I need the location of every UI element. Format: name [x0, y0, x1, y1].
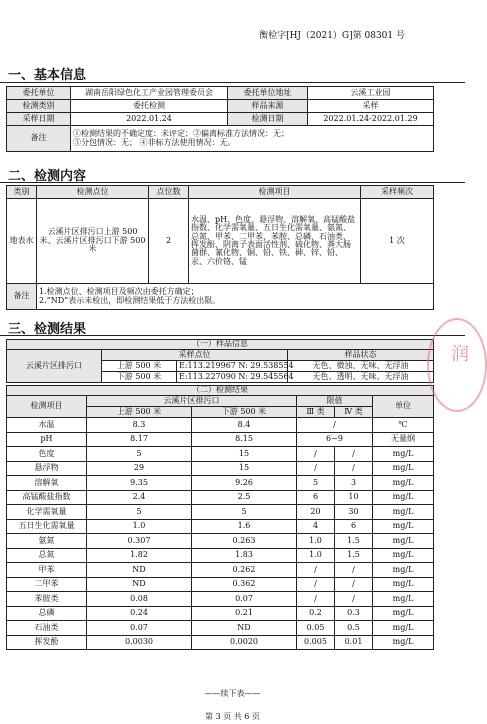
result-item: 石油类 — [7, 621, 87, 636]
content-header-points: 检测点位 — [37, 186, 149, 199]
sampling-date-label: 采样日期 — [7, 113, 71, 126]
result-row — [7, 418, 434, 433]
section-rule — [0, 335, 465, 336]
result-upstream: 8.3 — [87, 418, 192, 433]
content-header-frequency: 采样频次 — [361, 186, 434, 199]
basic-info-table — [6, 86, 434, 152]
test-content-table — [6, 185, 434, 310]
result-unit: mg/L — [373, 447, 434, 462]
result-item: pH — [7, 432, 87, 447]
result-downstream: 5 — [192, 505, 297, 520]
result-downstream: 1.6 — [192, 519, 297, 534]
result-limit-iv: 1.5 — [335, 548, 373, 563]
result-item: 悬浮物 — [7, 461, 87, 476]
result-limit-iv: 0.01 — [335, 635, 373, 650]
result-limit-iv: 30 — [335, 505, 373, 520]
result-limit-iv: / — [335, 447, 373, 462]
result-limit-iii: / — [297, 563, 335, 578]
content-points: 云溪片区排污口上游 500 米、云溪片区排污口下游 500 米 — [37, 199, 149, 284]
result-row — [7, 505, 434, 520]
result-limit-iii: 5 — [297, 476, 335, 491]
result-unit: ℃ — [373, 418, 434, 433]
result-row — [7, 461, 434, 476]
section-title-content: 二、检测内容 — [8, 169, 87, 184]
content-items: 水温、pH、色度、悬浮物、溶解氧、高锰酸盐指数、化学需氧量、五日生化需氧量、氨氮、总氮、甲苯、二甲苯、苯胺、总磷、石油类、挥发酚、阴离子表面活性剂、硫化物、粪大肠菌群、氰化物、铜、铅、铁、砷、锌、铅、汞、六价铬、锰 — [189, 199, 361, 284]
result-item: 水温 — [7, 418, 87, 433]
test-type-label: 检测类别 — [7, 100, 71, 113]
sample-header-state: 样品状态 — [288, 350, 434, 361]
sampling-date-value: 2022.01.24 — [71, 113, 228, 126]
seal-character: 润 — [451, 344, 469, 365]
result-unit: mg/L — [373, 635, 434, 650]
sample-site: 云溪片区排污口 — [7, 350, 102, 383]
sample-position: 下游 500 米 — [102, 372, 177, 383]
document-number: 衡检字[HJ（2021）G]第 08301 号 — [259, 31, 405, 41]
result-row — [7, 534, 434, 549]
results-table — [6, 385, 434, 650]
result-row — [7, 592, 434, 607]
result-downstream: 15 — [192, 447, 297, 462]
result-limit-iv: 0.5 — [335, 621, 373, 636]
result-unit: mg/L — [373, 548, 434, 563]
content-frequency: 1 次 — [361, 199, 434, 284]
result-limit-iv: 10 — [335, 490, 373, 505]
result-downstream: 1.83 — [192, 548, 297, 563]
result-limit-iv: / — [335, 461, 373, 476]
result-row — [7, 606, 434, 621]
result-unit: mg/L — [373, 592, 434, 607]
result-downstream: 0.07 — [192, 592, 297, 607]
client-value: 湖南岳阳绿色化工产业园管理委员会 — [71, 87, 228, 100]
result-item: 溶解氧 — [7, 476, 87, 491]
content-remark-line2: 2.“ND”表示未检出，即检测结果低于方法检出限。 — [39, 295, 221, 305]
content-remark — [37, 284, 434, 310]
result-upstream: ND — [87, 577, 192, 592]
result-upstream: 0.307 — [87, 534, 192, 549]
result-item: 总磷 — [7, 606, 87, 621]
results-header-item: 检测项目 — [7, 396, 87, 418]
result-upstream: 0.08 — [87, 592, 192, 607]
results-caption: （二）检测结果 — [7, 386, 434, 396]
result-unit: mg/L — [373, 519, 434, 534]
results-header-class-iv: Ⅳ 类 — [335, 407, 373, 418]
content-header-count: 点位数 — [149, 186, 189, 199]
result-unit: mg/L — [373, 476, 434, 491]
result-downstream: 0.262 — [192, 563, 297, 578]
result-limit: 6~9 — [297, 432, 373, 447]
result-limit: / — [297, 418, 373, 433]
result-limit-iv: 0.3 — [335, 606, 373, 621]
content-header-category: 类别 — [7, 186, 37, 199]
sample-coordinate: E:113.219967 N: 29.538554 — [177, 361, 288, 372]
sample-source-value: 采样 — [308, 100, 434, 113]
result-unit: mg/L — [373, 621, 434, 636]
result-upstream: 2.4 — [87, 490, 192, 505]
result-item: 氨氮 — [7, 534, 87, 549]
result-limit-iv: 3 — [335, 476, 373, 491]
content-category: 地表水 — [7, 199, 37, 284]
result-limit-iii: 6 — [297, 490, 335, 505]
content-remark-label: 备注 — [7, 284, 37, 310]
result-downstream: 15 — [192, 461, 297, 476]
result-limit-iii: 0.05 — [297, 621, 335, 636]
basic-remark — [71, 126, 434, 152]
result-downstream: 0.362 — [192, 577, 297, 592]
results-header-class-iii: Ⅲ 类 — [297, 407, 335, 418]
result-limit-iv: 1.5 — [335, 534, 373, 549]
sample-state: 无色、透明、无味、无浮油 — [288, 372, 434, 383]
continued-note: ——续下表—— — [204, 689, 261, 698]
results-header-downstream: 下游 500 米 — [192, 407, 297, 418]
result-limit-iv: 6 — [335, 519, 373, 534]
sample-state: 无色、微浊、无味、无浮油 — [288, 361, 434, 372]
result-item: 色度 — [7, 447, 87, 462]
result-limit-iii: 1.0 — [297, 548, 335, 563]
sample-header-point: 采样点位 — [102, 350, 288, 361]
test-date-label: 检测日期 — [228, 113, 308, 126]
result-upstream: ND — [87, 563, 192, 578]
result-item: 甲苯 — [7, 563, 87, 578]
basic-remark-line2: ③分包情况：无； ④非标方法使用情况：无。 — [73, 137, 236, 147]
result-row — [7, 577, 434, 592]
result-upstream: 1.82 — [87, 548, 192, 563]
result-limit-iv: / — [335, 563, 373, 578]
result-row — [7, 490, 434, 505]
result-upstream: 0.0030 — [87, 635, 192, 650]
section-title-results: 三、检测结果 — [8, 322, 87, 337]
results-header-limit: 限值 — [297, 396, 373, 407]
result-row — [7, 548, 434, 563]
result-downstream: 2.5 — [192, 490, 297, 505]
result-row — [7, 476, 434, 491]
page-footer — [0, 711, 465, 722]
section-rule — [0, 82, 465, 83]
result-downstream: 0.0020 — [192, 635, 297, 650]
result-row — [7, 563, 434, 578]
result-limit-iv: / — [335, 577, 373, 592]
result-unit: mg/L — [373, 490, 434, 505]
results-body — [7, 418, 434, 650]
result-row — [7, 635, 434, 650]
result-unit: mg/L — [373, 461, 434, 476]
result-unit: mg/L — [373, 606, 434, 621]
result-row — [7, 519, 434, 534]
result-row — [7, 447, 434, 462]
sample-source-label: 样品来源 — [228, 100, 308, 113]
result-upstream: 5 — [87, 447, 192, 462]
result-limit-iii: / — [297, 592, 335, 607]
result-limit-iii: / — [297, 447, 335, 462]
result-upstream: 1.0 — [87, 519, 192, 534]
result-unit: mg/L — [373, 505, 434, 520]
result-downstream: ND — [192, 621, 297, 636]
result-unit: mg/L — [373, 563, 434, 578]
result-unit: 无量纲 — [373, 432, 434, 447]
result-limit-iii: 0.2 — [297, 606, 335, 621]
result-upstream: 29 — [87, 461, 192, 476]
page-number: 第 3 页 共 6 页 — [205, 712, 260, 721]
result-downstream: 8.15 — [192, 432, 297, 447]
sample-info-caption: （一）样品信息 — [7, 340, 434, 350]
result-limit-iv: / — [335, 592, 373, 607]
section-title-basic: 一、基本信息 — [8, 68, 87, 83]
results-header-site: 云溪片区排污口 — [87, 396, 297, 407]
result-downstream: 9.26 — [192, 476, 297, 491]
results-header-upstream: 上游 500 米 — [87, 407, 192, 418]
result-item: 挥发酚 — [7, 635, 87, 650]
result-downstream: 0.263 — [192, 534, 297, 549]
basic-remark-label: 备注 — [7, 126, 71, 152]
result-row — [7, 621, 434, 636]
result-upstream: 5 — [87, 505, 192, 520]
content-count: 2 — [149, 199, 189, 284]
result-unit: mg/L — [373, 577, 434, 592]
result-limit-iii: / — [297, 461, 335, 476]
sample-position: 上游 500 米 — [102, 361, 177, 372]
result-upstream: 0.07 — [87, 621, 192, 636]
result-item: 五日生化需氧量 — [7, 519, 87, 534]
client-address-value: 云溪工业园 — [308, 87, 434, 100]
result-item: 总氮 — [7, 548, 87, 563]
results-header-unit: 单位 — [373, 396, 434, 418]
sample-coordinate: E:113.227090 N: 29.545564 — [177, 372, 288, 383]
result-limit-iii: 1.0 — [297, 534, 335, 549]
result-item: 高锰酸盐指数 — [7, 490, 87, 505]
client-address-label: 委托单位地址 — [228, 87, 308, 100]
client-label: 委托单位 — [7, 87, 71, 100]
result-upstream: 9.35 — [87, 476, 192, 491]
sample-info-table — [6, 339, 434, 383]
result-item: 二甲苯 — [7, 577, 87, 592]
result-item: 苯胺类 — [7, 592, 87, 607]
result-item: 化学需氧量 — [7, 505, 87, 520]
section-rule — [0, 182, 465, 183]
result-unit: mg/L — [373, 534, 434, 549]
result-row — [7, 432, 434, 447]
result-upstream: 8.17 — [87, 432, 192, 447]
basic-remark-line1: ①检测结果的不确定度：未评定；②偏离标准方法情况：无； — [73, 129, 289, 139]
result-downstream: 0.21 — [192, 606, 297, 621]
content-header-items: 检测项目 — [189, 186, 361, 199]
result-limit-iii: 0.005 — [297, 635, 335, 650]
test-date-value: 2022.01.24-2022.01.29 — [308, 113, 434, 126]
result-limit-iii: 4 — [297, 519, 335, 534]
test-type-value: 委托检测 — [71, 100, 228, 113]
result-limit-iii: 20 — [297, 505, 335, 520]
result-downstream: 8.4 — [192, 418, 297, 433]
content-remark-line1: 1.检测点位、检测项目及频次由委托方确定； — [39, 287, 199, 297]
result-limit-iii: / — [297, 577, 335, 592]
result-upstream: 0.24 — [87, 606, 192, 621]
